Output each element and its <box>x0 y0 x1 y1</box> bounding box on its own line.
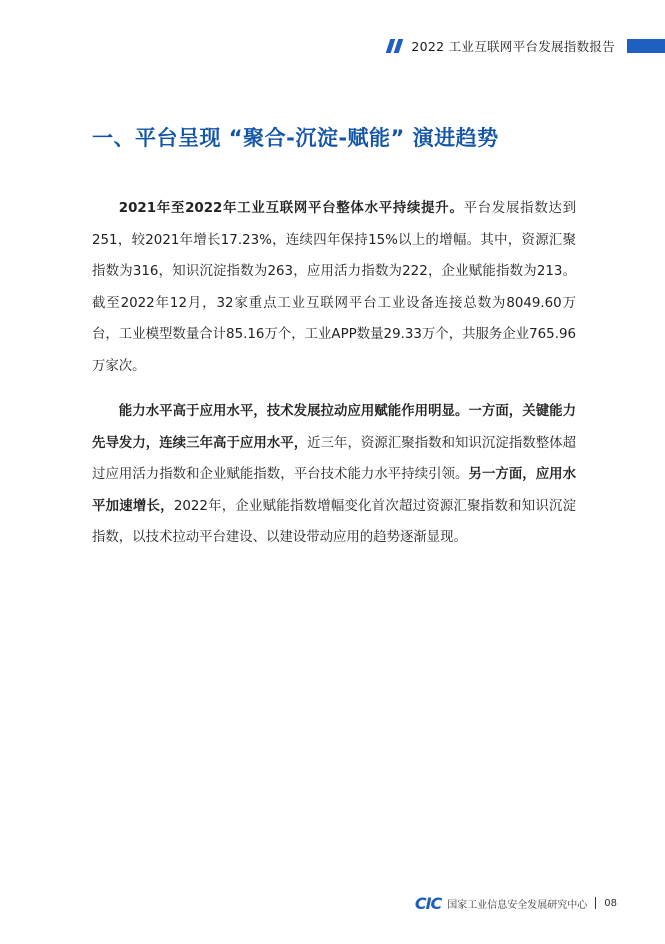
paragraph-1 <box>92 193 576 383</box>
cic-logo: CIC <box>414 893 442 913</box>
paragraph-1-bold-lead: 2021年至2022年工业互联网平台整体水平持续提升。 <box>118 201 464 216</box>
paragraph-1-text: 平台发展指数达到251，较2021年增长17.23%，连续四年保持15%以上的增幅。其中，资源汇聚指数为316，知识沉淀指数为263，应用活力指数为222，企业赋能指数为213。截至2022年12月，32家重点工业互联网平台工业设备连接总数为8049.60万台，工业模型数量合计85.16万个，工业APP数量29.33万个，共服务企业765.96万家次。 <box>92 201 576 374</box>
paragraph-2-text-b: 2022年，企业赋能指数增幅变化首次超过资源汇聚指数和知识沉淀指数，以技术拉动平台建设、以建设带动应用的趋势逐渐显现。 <box>92 498 577 546</box>
section-title: 一、平台呈现 “聚合-沉淀-赋能” 演进趋势 <box>92 126 499 150</box>
header-slash-icon <box>388 39 401 53</box>
footer-divider <box>595 897 596 909</box>
page-header <box>388 36 665 56</box>
header-accent-bar <box>627 39 665 53</box>
header-title: 2022 工业互联网平台发展指数报告 <box>411 39 615 54</box>
paragraph-2-text-a: 近三年，资源汇聚指数和知识沉淀指数整体超过应用活力指数和企业赋能指数，平台技术能力水平持续引领。 <box>92 435 577 483</box>
paragraph-2-bold-b: 另一方面，应用水平加速增长， <box>92 467 577 514</box>
page-footer <box>415 894 617 912</box>
page-number: 08 <box>604 897 617 909</box>
organization-name: 国家工业信息安全发展研究中心 <box>447 899 588 911</box>
paragraph-2 <box>92 396 576 554</box>
paragraph-2-bold-a: 能力水平高于应用水平，技术发展拉动应用赋能作用明显。一方面，关键能力先导发力，连续三年高于应用水平， <box>92 404 576 451</box>
